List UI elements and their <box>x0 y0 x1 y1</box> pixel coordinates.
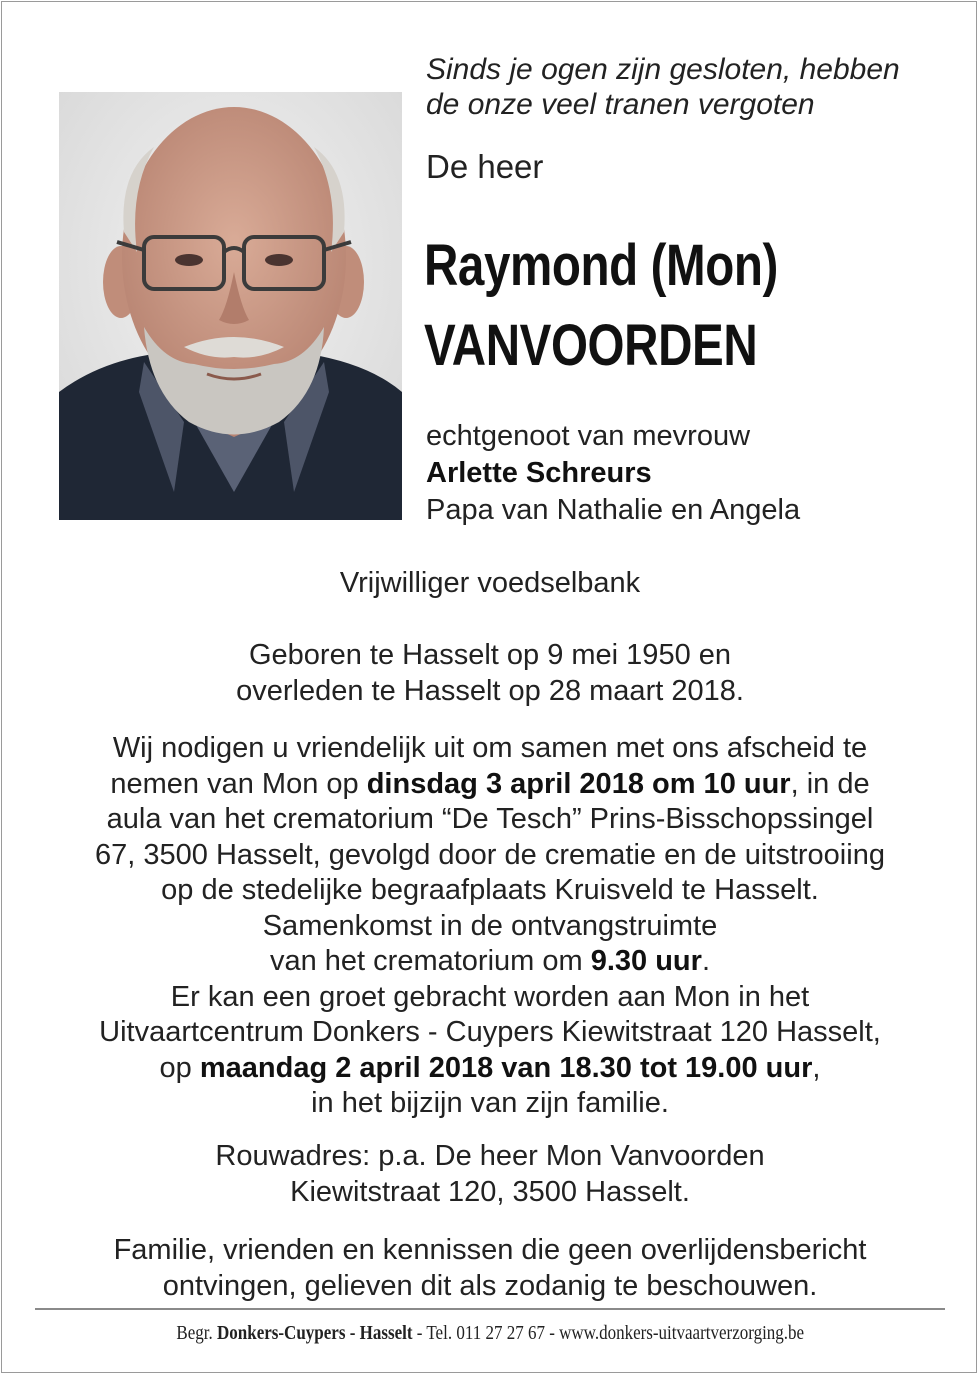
honorific: De heer <box>426 148 544 185</box>
invitation-line: Samenkomst in de ontvangstruimte <box>262 909 718 942</box>
volunteer-text: Vrijwilliger voedselbank <box>339 567 641 599</box>
funeral-home-name: Donkers-Cuypers - Hasselt <box>216 1322 413 1344</box>
volunteer-note <box>30 566 950 602</box>
invitation-text: nemen van Mon op <box>110 767 367 800</box>
death-line: overleden te Hasselt op 28 maart 2018. <box>236 674 744 707</box>
relations-line-3: Papa van Nathalie en Angela <box>426 494 801 526</box>
address-line-2: Kiewitstraat 120, 3500 Hasselt. <box>290 1175 690 1208</box>
portrait-photo <box>59 92 402 520</box>
invitation-text: . <box>701 945 710 977</box>
name-line-1: Raymond (Mon) <box>424 233 778 298</box>
deceased-name <box>424 226 778 386</box>
invitation-line: 67, 3500 Hasselt, gevolgd door de crematie en de uitstrooiing <box>95 838 885 871</box>
mourning-address <box>30 1139 950 1210</box>
invitation-line: Er kan een groet gebracht worden aan Mon in het <box>170 980 810 1013</box>
closing-line-1: Familie, vrienden en kennissen die geen overlijdensbericht <box>113 1234 867 1266</box>
footer-contact: - Tel. 011 27 27 67 - www.donkers-uitvaartverzorging.be <box>412 1322 804 1344</box>
invitation-text: , in de <box>790 767 870 800</box>
funeral-home-footer <box>0 1318 980 1348</box>
invitation-line <box>30 767 950 803</box>
footer-divider <box>35 1308 945 1310</box>
address-line-1: Rouwadres: p.a. De heer Mon Vanvoorden <box>215 1140 765 1172</box>
invitation-line: Wij nodigen u vriendelijk uit om samen met ons afscheid te <box>112 732 868 764</box>
gathering-time: 9.30 uur <box>590 945 702 977</box>
invitation-line: Uitvaartcentrum Donkers - Cuypers Kiewitstraat 120 Hasselt, <box>99 1016 881 1048</box>
invitation-text: , <box>812 1051 821 1084</box>
quote-line-1: Sinds je ogen zijn gesloten, hebben <box>426 53 900 86</box>
spouse-name: Arlette Schreurs <box>426 457 652 489</box>
name-line-2: VANVOORDEN <box>424 313 758 378</box>
birth-line: Geboren te Hasselt op 9 mei 1950 en <box>248 639 732 671</box>
memorial-quote <box>426 52 956 122</box>
invitation-line <box>30 1051 950 1087</box>
birth-death-info <box>30 638 950 709</box>
relations-line-1: echtgenoot van mevrouw <box>426 420 751 452</box>
funeral-invitation <box>30 731 950 1122</box>
invitation-line <box>30 944 950 980</box>
invitation-text: van het crematorium om <box>269 945 591 977</box>
invitation-text: op <box>159 1051 200 1084</box>
invitation-line: in het bijzijn van zijn familie. <box>311 1087 669 1119</box>
family-relations <box>426 418 800 529</box>
portrait-illustration <box>59 92 402 520</box>
closing-note <box>30 1233 950 1304</box>
footer-prefix: Begr. <box>176 1322 217 1344</box>
ceremony-datetime: dinsdag 3 april 2018 om 10 uur <box>366 767 791 800</box>
invitation-line: op de stedelijke begraafplaats Kruisveld te Hasselt. <box>161 874 819 906</box>
invitation-line: aula van het crematorium “De Tesch” Prins-Bisschopssingel <box>106 803 874 835</box>
quote-line-2: de onze veel tranen vergoten <box>426 88 815 121</box>
closing-line-2: ontvingen, gelieven dit als zodanig te beschouwen. <box>162 1269 818 1302</box>
footer-text <box>176 1318 804 1348</box>
visitation-datetime: maandag 2 april 2018 van 18.30 tot 19.00 uur <box>199 1051 813 1084</box>
